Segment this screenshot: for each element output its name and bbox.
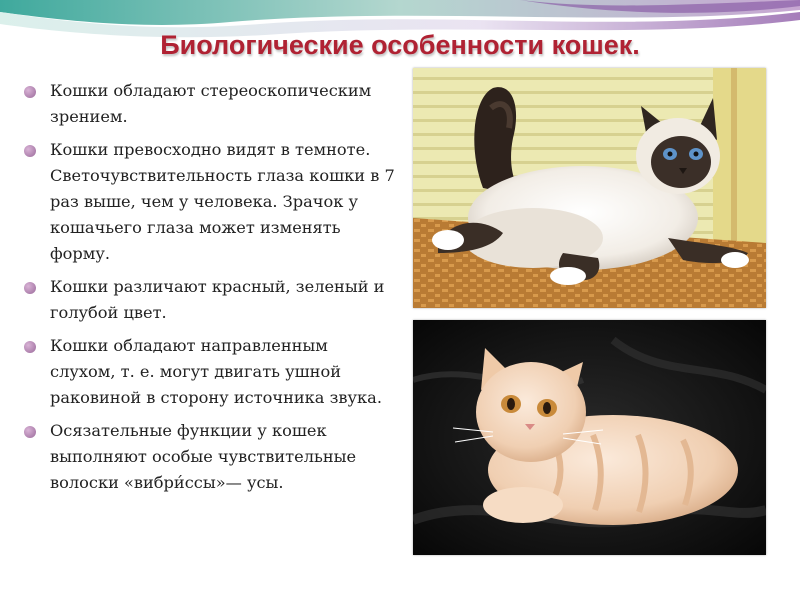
bullet-icon bbox=[24, 341, 36, 353]
slide-title: Биологические особенности кошек. bbox=[160, 30, 640, 60]
bullet-icon bbox=[24, 282, 36, 294]
bullet-icon bbox=[24, 86, 36, 98]
bullet-icon bbox=[24, 426, 36, 438]
bullet-icon bbox=[24, 145, 36, 157]
siamese-cat-photo bbox=[413, 68, 766, 308]
list-item bbox=[22, 274, 397, 326]
bullet-text: Кошки обладают стереоскопическим зрением. bbox=[50, 81, 372, 126]
bullet-list bbox=[22, 78, 397, 503]
cream-cat-photo bbox=[413, 320, 766, 555]
bullet-text: Кошки обладают направленным слухом, т. е. могут двигать ушной раковиной в сторону источника звука. bbox=[50, 336, 382, 407]
list-item bbox=[22, 333, 397, 411]
bullet-text: Кошки превосходно видят в темноте. Светочувствительность глаза кошки в 7 раз выше, чем у человека. Зрачок у кошачьего глаза может изменять форму. bbox=[50, 140, 395, 263]
bullet-text: Осязательные функции у кошек выполняют особые чувствительные волоски «вибри́ссы»— усы. bbox=[50, 421, 357, 492]
bullet-text: Кошки различают красный, зеленый и голубой цвет. bbox=[50, 277, 385, 322]
list-item bbox=[22, 137, 397, 267]
list-item bbox=[22, 418, 397, 496]
list-item bbox=[22, 78, 397, 130]
